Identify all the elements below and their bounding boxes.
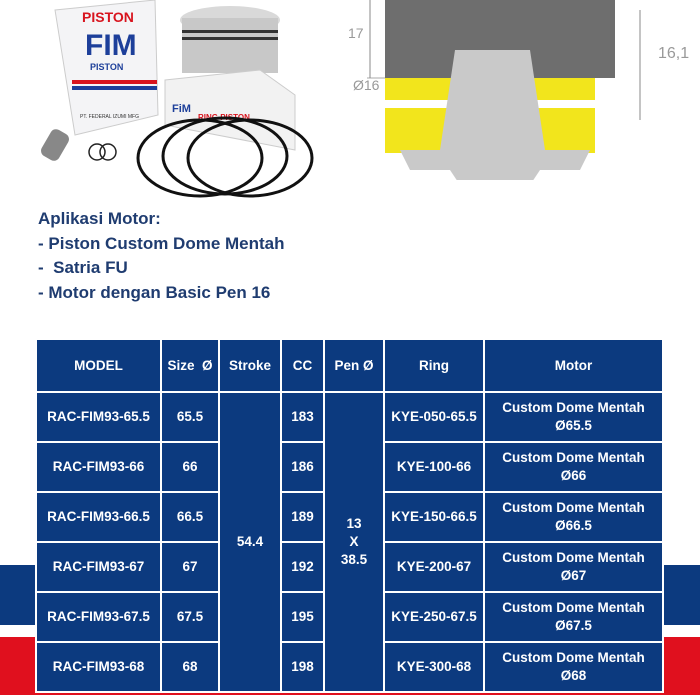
pen-value: X <box>349 534 359 549</box>
aplikasi-motor <box>38 207 285 305</box>
svg-text:FiM: FiM <box>172 103 191 115</box>
aplikasi-line: - Satria FU <box>38 258 128 277</box>
cell-motor <box>484 492 663 542</box>
dim-top: 17 <box>348 25 364 41</box>
cell-pen <box>324 392 384 692</box>
cell-cc: 195 <box>281 592 324 642</box>
motor-motor: Custom Dome Mentah <box>502 600 645 615</box>
cell-motor <box>484 592 663 642</box>
cell-motor <box>484 442 663 492</box>
cell-model: RAC-FIM93-67 <box>36 542 161 592</box>
cell-motor <box>484 392 663 442</box>
cell-motor <box>484 642 663 692</box>
cell-cc: 198 <box>281 642 324 692</box>
pen-value: 38.5 <box>340 552 368 567</box>
cell-size: 66.5 <box>161 492 219 542</box>
header-stroke: Stroke <box>219 339 281 392</box>
dim-right: 16,1 <box>658 45 690 62</box>
cell-cc: 183 <box>281 392 324 442</box>
cell-cc: 189 <box>281 492 324 542</box>
cell-model: RAC-FIM93-67.5 <box>36 592 161 642</box>
cell-ring: KYE-150-66.5 <box>384 492 484 542</box>
cell-size: 67.5 <box>161 592 219 642</box>
pen-value: 13 <box>346 516 362 531</box>
dim-pin: Ø16 <box>353 77 380 93</box>
cell-model: RAC-FIM93-66.5 <box>36 492 161 542</box>
box-maker: PT. FEDERAL IZUMI MFG <box>80 114 139 120</box>
header-model: MODEL <box>36 339 161 392</box>
cell-motor <box>484 542 663 592</box>
cell-size: 67 <box>161 542 219 592</box>
cell-size: 68 <box>161 642 219 692</box>
spec-table <box>35 338 664 693</box>
header-pen: Pen Ø <box>324 339 384 392</box>
motor-motor-size: Ø67.5 <box>555 618 592 633</box>
table-header <box>36 339 663 392</box>
box-label: PISTON <box>90 62 124 72</box>
cell-ring: KYE-100-66 <box>384 442 484 492</box>
cell-size: 66 <box>161 442 219 492</box>
motor-motor: Custom Dome Mentah <box>502 400 645 415</box>
motor-motor-size: Ø66.5 <box>555 518 592 533</box>
cell-model: RAC-FIM93-66 <box>36 442 161 492</box>
cell-cc: 192 <box>281 542 324 592</box>
cell-model: RAC-FIM93-65.5 <box>36 392 161 442</box>
cell-ring: KYE-300-68 <box>384 642 484 692</box>
header-cc: CC <box>281 339 324 392</box>
ring-box-label: RING PISTON <box>198 113 250 122</box>
cell-ring: KYE-200-67 <box>384 542 484 592</box>
piston-cross-section-diagram <box>340 0 700 180</box>
motor-motor: Custom Dome Mentah <box>502 550 645 565</box>
cell-ring: KYE-050-65.5 <box>384 392 484 442</box>
motor-motor: Custom Dome Mentah <box>502 650 645 665</box>
cell-stroke: 54.4 <box>219 392 281 692</box>
motor-motor-size: Ø67 <box>560 568 587 583</box>
motor-motor-size: Ø68 <box>560 668 587 683</box>
cell-cc: 186 <box>281 442 324 492</box>
header-ring: Ring <box>384 339 484 392</box>
cell-size: 65.5 <box>161 392 219 442</box>
header-motor: Motor <box>484 339 663 392</box>
cell-ring: KYE-250-67.5 <box>384 592 484 642</box>
cell-model: RAC-FIM93-68 <box>36 642 161 692</box>
box-brand: FIM <box>85 29 137 62</box>
aplikasi-line: - Motor dengan Basic Pen 16 <box>38 282 271 302</box>
motor-motor-size: Ø65.5 <box>555 418 592 433</box>
piston-kit-photo <box>0 0 330 200</box>
table-row <box>36 392 663 442</box>
motor-motor: Custom Dome Mentah <box>502 500 645 515</box>
aplikasi-title: Aplikasi Motor: <box>38 209 161 228</box>
motor-motor: Custom Dome Mentah <box>502 450 645 465</box>
aplikasi-line: - Piston Custom Dome Mentah <box>38 233 285 253</box>
box-label-top: PISTON <box>82 9 134 25</box>
motor-motor-size: Ø66 <box>560 468 587 483</box>
header-size: Size Ø <box>161 339 219 392</box>
